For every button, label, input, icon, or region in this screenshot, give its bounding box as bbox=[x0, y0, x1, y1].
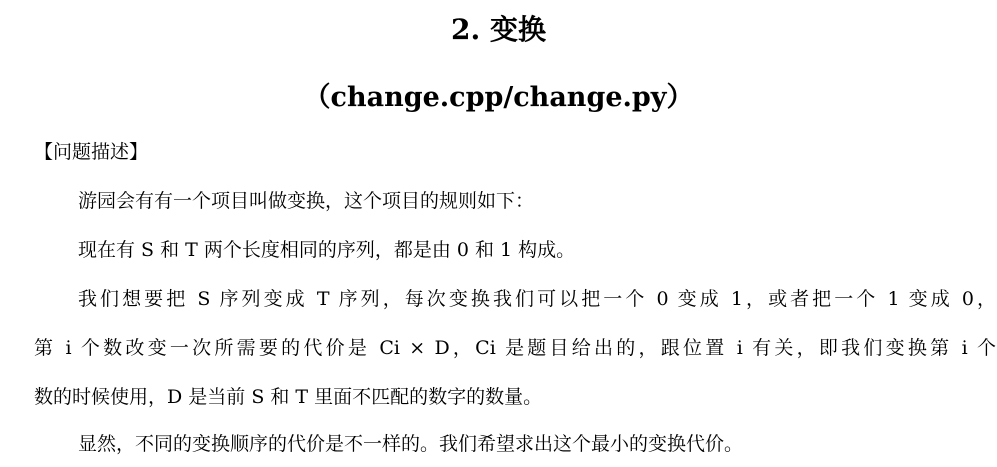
section-heading-problem-description: 【问题描述】 bbox=[34, 141, 149, 163]
paragraph-line: 现在有 S 和 T 两个长度相同的序列，都是由 0 和 1 构成。 bbox=[78, 239, 576, 261]
problem-filenames: （change.cpp/change.py） bbox=[303, 82, 694, 113]
paragraph-line: 游园会有有一个项目叫做变换，这个项目的规则如下： bbox=[78, 190, 535, 212]
paragraph-line: 显然，不同的变换顺序的代价是不一样的。我们希望求出这个最小的变换代价。 bbox=[78, 433, 744, 455]
paragraph-line: 我们想要把 S 序列变成 T 序列，每次变换我们可以把一个 0 变成 1，或者把一个 1 变成 0， bbox=[78, 288, 996, 310]
paragraph-line: 数的时候使用，D 是当前 S 和 T 里面不匹配的数字的数量。 bbox=[34, 386, 543, 408]
paragraph-line: 第 i 个数改变一次所需要的代价是 Ci × D，Ci 是题目给出的，跟位置 i 有关，即我们变换第 i 个 bbox=[34, 337, 996, 359]
problem-title: 2. 变换 bbox=[451, 13, 546, 46]
